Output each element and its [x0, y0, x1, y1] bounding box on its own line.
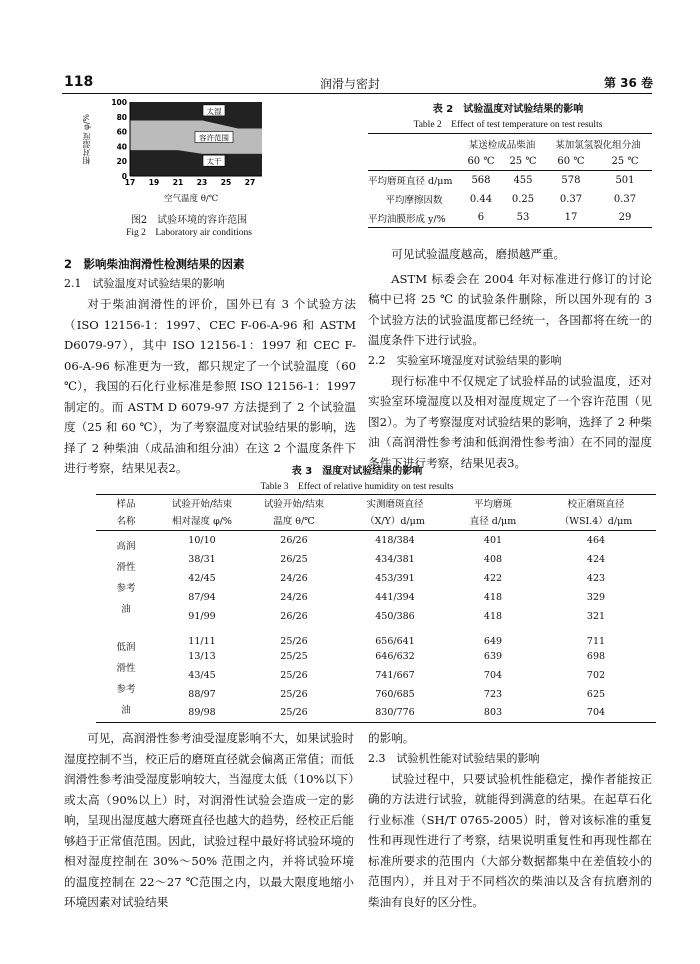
- table2-row-label: 平均油膜形成 y/%: [368, 213, 446, 225]
- table-cell: 329: [586, 591, 606, 603]
- table-cell: 408: [483, 553, 503, 565]
- table-cell: 0.44: [469, 193, 493, 205]
- x-tick-label: 19: [148, 178, 160, 187]
- table-cell: 418: [483, 610, 503, 622]
- table-cell: 43/45: [188, 669, 216, 681]
- table-row: [368, 190, 652, 209]
- table-cell: 639: [483, 650, 503, 662]
- table-cell: 464: [586, 534, 606, 546]
- table2-temp-header: 60 ℃: [557, 156, 585, 168]
- region-too-dry: [130, 150, 262, 176]
- table-row: [96, 550, 656, 569]
- table-cell: 42/45: [188, 572, 216, 584]
- table-cell: 91/99: [188, 610, 216, 622]
- journal-name: 润滑与密封: [320, 77, 381, 91]
- paragraph: 的影响。: [368, 731, 415, 745]
- table-cell: 649: [483, 635, 503, 647]
- page-number: 118: [64, 74, 94, 90]
- table-cell: 455: [513, 174, 533, 186]
- x-tick-label: 25: [220, 178, 232, 187]
- table-cell: 646/632: [375, 650, 415, 662]
- table-cell: 418/384: [375, 534, 415, 546]
- paragraph: 可见，高润滑性参考油受湿度影响不大，如果试验时湿度控制不当，校正后的磨斑直径就会偏离正常值；而低润滑性参考油受湿度影响较大，当湿度太低（10%以下）或太高（90%以上）时，对润滑性试验会造成一定的影响，呈现出湿度越大磨斑直径也越大的趋势，经校正后能够趋于正常值范围。因此，试验过程中最好将试验环境的相对湿度控制在 30%～50% 范围之内，并将试验环境的温度控制在 22～27 ℃范围之内，以最大限度地缩小环境因素对试验结果: [64, 731, 354, 909]
- table-cell: 625: [586, 688, 606, 700]
- table-3: [96, 494, 656, 723]
- table-cell: 723: [483, 688, 503, 700]
- paragraph: 可见试验温度越高，磨损越严重。: [391, 247, 566, 261]
- table-cell: 656/641: [375, 635, 415, 647]
- table-row: [96, 647, 656, 666]
- y-tick-label: 0: [121, 172, 127, 181]
- table-cell: 704: [586, 707, 606, 719]
- fig2-xlabel: 空气温度 θ/℃: [164, 194, 219, 204]
- paragraph: 现行标准中不仅规定了试验样品的试验温度，还对实验室环境湿度以及相对湿度规定了一个容许范围（见图2）。为了考察湿度对试验结果的影响，选择了 2 种柴油（高润滑性参考油和低润滑性参考油）在不同的湿度条件下进行考察，结果见表3。: [368, 373, 652, 470]
- table3-header-cell: 试验开始/结束 温度 θ/℃: [263, 498, 325, 527]
- subsection-heading: 2.1 试验温度对试验结果的影响: [64, 277, 225, 290]
- table-cell: 434/381: [375, 553, 415, 565]
- table3-sample-name: 低润 滑性 参考 油: [116, 641, 136, 716]
- table-cell: 568: [471, 174, 491, 186]
- table-cell: 25/26: [280, 688, 308, 700]
- table-cell: 11/11: [188, 635, 216, 647]
- paragraph: 对于柴油润滑性的评价，国外已有 3 个试验方法（ISO 12156-1：1997、CEC F-06-A-96 和 ASTM D6079-97），其中 ISO 12156-1：1997 和 CEC F-06-A-96 标准更为一致，都只规定了一个试验温度（60 ℃），我国的石化行业标准是参照 ISO 12156-1：1997 制定的。而 ASTM D 6079-97 方法提到了 2 个试验温度（25 和 60 ℃），为了考察温度对试验结果的影响，选择了 2 种柴油（成品油和组分油）在这 2 个温度条件下进行考察，结果见表2。: [64, 297, 356, 475]
- x-tick-label: 21: [172, 178, 184, 187]
- table-cell: 24/26: [280, 572, 308, 584]
- y-tick-label: 100: [111, 98, 127, 107]
- volume-label: 第 36 卷: [604, 76, 654, 90]
- table3-caption-cn: 表 3 湿度对试验结果的影响: [291, 466, 423, 477]
- table-cell: 26/26: [280, 610, 308, 622]
- fig2-caption-cn: 图2 试验环境的容许范围: [130, 215, 248, 226]
- table2-group-header: 某加氯氢裂化组分油: [555, 139, 641, 151]
- paragraph: 试验过程中，只要试验机性能稳定，操作者能按正确的方法进行试验，就能得到满意的结果。在起草石化行业标准（SH/T 0765-2005）时，曾对该标准的重复性和再现性进行了考察，结果说明重复性和再现性都在标准所要求的范围内（大部分数据都集中在差值较小的范围内），并且对于不同档次的柴油以及含有抗磨剂的柴油有良好的区分性。: [368, 771, 652, 909]
- table-cell: 17: [564, 212, 578, 224]
- table-cell: 830/776: [375, 707, 415, 719]
- fig2-caption-en: Fig 2 Laboratory air conditions: [126, 228, 252, 238]
- table-cell: 13/13: [188, 650, 216, 662]
- table-cell: 422: [483, 572, 503, 584]
- table-cell: 578: [561, 174, 581, 186]
- table-cell: 0.25: [511, 193, 535, 205]
- table3-header-cell: 校正磨斑直径 （WSI.4）d/μm: [559, 498, 633, 527]
- header-rule: [62, 93, 652, 94]
- table-row: [96, 626, 656, 647]
- table3-header-cell: 平均磨斑 直径 d/μm: [469, 498, 517, 527]
- table3-caption-en: Table 3 Effect of relative humidity on test results: [260, 482, 454, 492]
- table-cell: 25/25: [280, 650, 308, 662]
- y-tick-label: 80: [116, 112, 127, 122]
- table-cell: 741/667: [375, 669, 415, 681]
- table-2: [368, 133, 652, 228]
- table-row: [96, 666, 656, 685]
- table-cell: 441/394: [375, 591, 415, 603]
- table-cell: 38/31: [188, 553, 216, 565]
- table-cell: 423: [586, 572, 606, 584]
- table3-header-cell: 样品 名称: [116, 498, 136, 527]
- table-cell: 89/98: [188, 707, 216, 719]
- figure-2: [82, 96, 286, 214]
- table-cell: 501: [615, 174, 635, 186]
- table-cell: 26/26: [280, 534, 308, 546]
- table2-row-label: 平均磨斑直径 d/μm: [368, 176, 453, 188]
- table-cell: 711: [586, 635, 606, 647]
- table-cell: 0.37: [613, 193, 637, 205]
- table-cell: 10/10: [188, 534, 216, 546]
- table-cell: 698: [586, 650, 606, 662]
- x-tick-label: 27: [244, 178, 256, 187]
- table2-caption-en: Table 2 Effect of test temperature on test results: [413, 120, 603, 130]
- table-row: [368, 209, 652, 228]
- table-cell: 803: [483, 707, 503, 719]
- table-cell: 704: [483, 669, 503, 681]
- table-cell: 25/26: [280, 669, 308, 681]
- table-row: [368, 171, 652, 190]
- table-cell: 87/94: [188, 591, 216, 603]
- y-tick-label: 40: [116, 142, 127, 152]
- x-tick-label: 17: [124, 178, 136, 187]
- table-cell: 453/391: [375, 572, 415, 584]
- table-cell: 450/386: [375, 610, 415, 622]
- table-cell: 0.37: [559, 193, 583, 205]
- table2-caption-cn: 表 2 试验温度对试验结果的影响: [432, 104, 584, 115]
- fig2-ylabel: 相对湿度 φ/%: [82, 114, 91, 165]
- table3-sample-name: 高润 滑性 参考 油: [116, 541, 136, 616]
- table2-row-label: 平均摩擦因数: [385, 195, 443, 206]
- table-cell: 88/97: [188, 688, 216, 700]
- table2-temp-header: 25 ℃: [611, 156, 639, 168]
- table-row: [96, 588, 656, 607]
- table-cell: 760/685: [375, 688, 415, 700]
- table-row: [96, 607, 656, 626]
- table-row: [96, 704, 656, 723]
- table-cell: 702: [586, 669, 606, 681]
- y-tick-label: 20: [116, 157, 127, 167]
- table-cell: 25/26: [280, 635, 308, 647]
- table-cell: 418: [483, 591, 503, 603]
- region-label: 太干: [206, 157, 222, 167]
- table-row: [96, 531, 656, 550]
- table2-temp-header: 25 ℃: [509, 156, 537, 168]
- table-cell: 53: [516, 212, 530, 224]
- table2-temp-header: 60 ℃: [467, 156, 495, 168]
- table-cell: 6: [477, 212, 485, 224]
- subsection-heading: 2.2 实验室环境湿度对试验结果的影响: [368, 353, 562, 367]
- table-cell: 25/26: [280, 707, 308, 719]
- table-cell: 26/25: [280, 553, 308, 565]
- table-cell: 401: [483, 534, 503, 546]
- region-label: 容许范围: [199, 133, 229, 143]
- table-row: [96, 685, 656, 704]
- table3-header-cell: 实测磨斑直径 （X/Y）d/μm: [365, 498, 425, 527]
- table3-header-cell: 试验开始/结束 相对湿度 φ/%: [171, 498, 233, 527]
- table-cell: 29: [618, 212, 632, 224]
- region-label: 太湿: [206, 106, 222, 116]
- paragraph: ASTM 标委会在 2004 年对标准进行修订的讨论稿中已将 25 ℃ 的试验条件删除，所以国外现有的 3 个试验方法的试验温度都已经统一，各国都将在统一的温度条件下进行试验。: [368, 271, 652, 347]
- x-tick-label: 23: [196, 178, 208, 187]
- table-cell: 424: [586, 553, 606, 565]
- table-row: [96, 569, 656, 588]
- subsection-heading: 2.3 试验机性能对试验结果的影响: [368, 751, 540, 765]
- section-heading: 2 影响柴油润滑性检测结果的因素: [64, 257, 245, 271]
- y-tick-label: 60: [116, 127, 127, 137]
- table-cell: 24/26: [280, 591, 308, 603]
- table2-group-header: 某送检成品柴油: [468, 139, 536, 151]
- table-cell: 321: [586, 610, 606, 622]
